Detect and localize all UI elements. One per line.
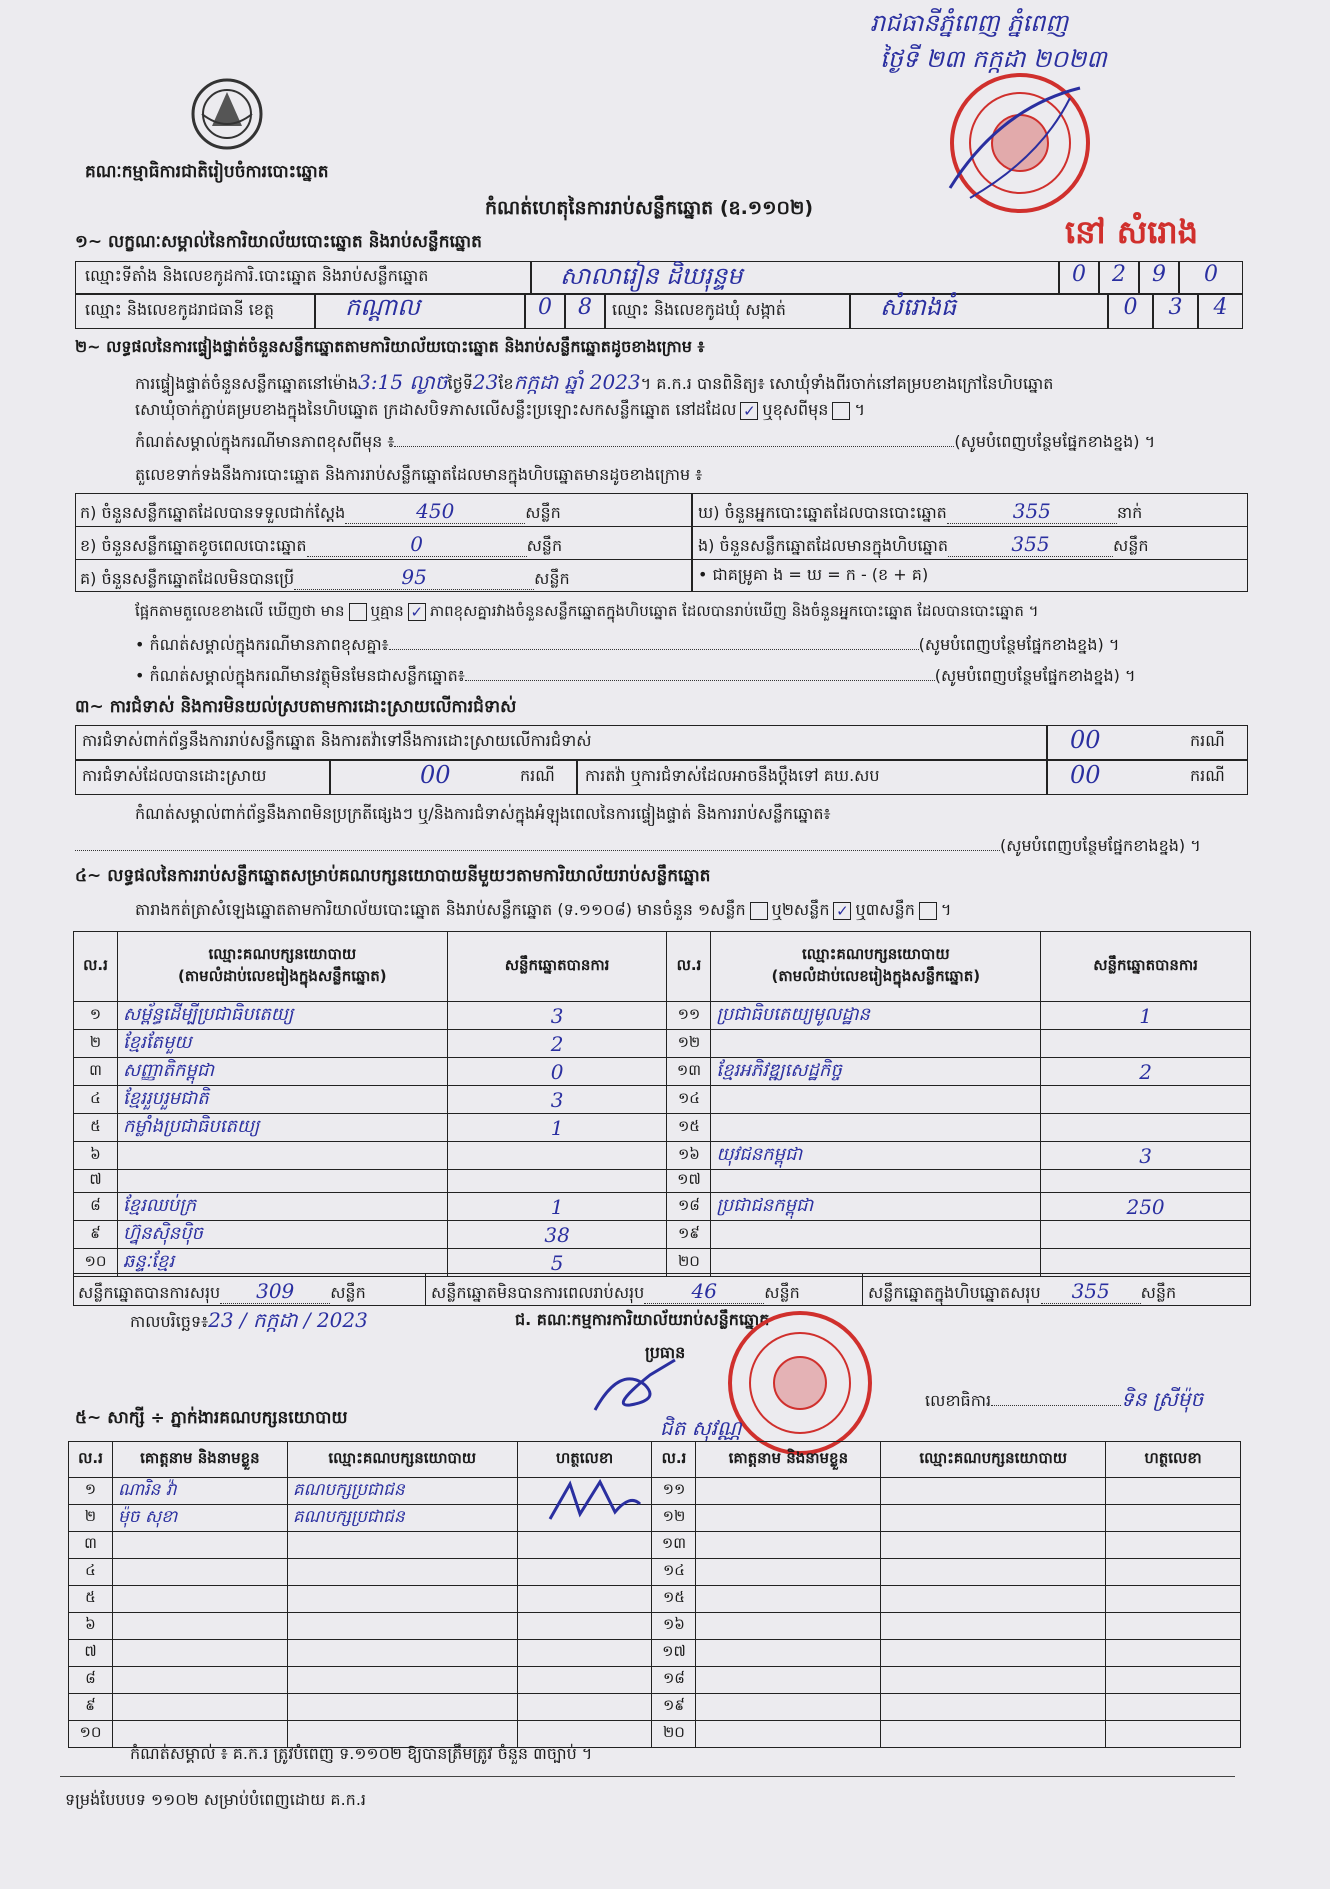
change-note-line: កំណត់សម្គាល់ក្នុងករណីមានភាពខុសពីមុន ៖ (សូមបំពេញបន្ថែមផ្នែកខាងខ្នង) ។: [135, 432, 1156, 451]
date-line: កាលបរិច្ឆេទ៖23 / កក្កដា / 2023: [130, 1308, 368, 1332]
verification-paragraph: ការផ្ទៀងផ្ទាត់ចំនួនសន្លឹកឆ្នោតនៅម៉ោង3:15 ល្ងាចថ្ងៃទី23ខែកក្កដា ឆ្នាំ 2023។ គ.ក.រ បានពិនិត្យ៖ សោឃុំទាំងពីរចាក់នៅគម្របខាងក្រៅនៃហិបឆ្នោត: [135, 370, 1054, 394]
election-committee-emblem: [182, 74, 272, 154]
province-code-digit: 0: [525, 294, 565, 329]
foreign-object-note-line: • កំណត់សម្គាល់ក្នុងករណីមានវត្ថុមិនមែនជាសន្លឹកឆ្នោត៖ (សូមបំពេញបន្ថែមផ្នែកខាងខ្នង) ។: [135, 666, 1136, 685]
commune-label: ឈ្មោះ និងលេខកូដឃុំ សង្កាត់: [612, 300, 786, 319]
party-results-table: ល.រ ឈ្មោះគណបក្សនយោបាយ (តាមលំដាប់លេខរៀងក្នុងសន្លឹកឆ្នោត) សន្លឹកឆ្នោតបានការ ល.រ ឈ្មោះគណបក្សនយោបាយ (តាមលំដាប់លេខរៀងក្នុងសន្លឹកឆ្នោត) សន្លឹកឆ្នោតបានការ ១ សម្ព័ន្ធដើម្បីប្រជាធិបតេយ្យ 3 ១១ ប្រជាធិបតេយ្យមូលដ្ឋាន 1 ២ ខ្មែរតែមួយ 2 ១២ ៣ សញ្ញាតិកម្ពុជា 0 ១៣ ខ្មែរអភិវឌ្ឍសេដ្ឋកិច្ច 2 ៤ ខ្មែររួបរួមជាតិ 3 ១៤ ៥ កម្លាំងប្រជាធិបតេយ្យ 1 ១៥ ៦ ១៦ យុវជនកម្ពុជា 3 ៧ ១៧ ៨ ខ្មែរឈប់ក្រ 1 ១៨ ប្រជាជនកម្ពុជា 250 ៩ ហ្វ៊ុនស៊ិនប៉ិច 38 ១៩ ១០ ឆន្ទៈខ្មែរ 5 ២០: [73, 931, 1251, 1277]
count-row-unused: គ) ចំនួនសន្លឹកឆ្នោតដែលមិនបានប្រើ 95 សន្លឹក: [80, 565, 570, 589]
counts-intro: តួលេខទាក់ទងនឹងការបោះឆ្នោត និងការរាប់សន្លឹកឆ្នោតដែលមានក្នុងហិបឆ្នោតមានដូចខាងក្រោម ៖: [135, 465, 703, 484]
discrepancy-paragraph: ផ្អែកតាមតួលេខខាងលើ ឃើញថា មាន ឬគ្មាន ✓ ភាពខុសគ្នារវាងចំនួនសន្លឹកឆ្នោតក្នុងហិបឆ្នោត ដែលបានរាប់ឃើញ និងចំនួនអ្នកបោះឆ្នោត ដែលបានបោះឆ្នោត ។: [135, 602, 1039, 621]
witness-row: ៩ ១៩: [69, 1694, 1241, 1721]
count-row-in-box: ង) ចំនួនសន្លឹកឆ្នោតដែលមានក្នុងហិបឆ្នោត 355 សន្លឹក: [698, 532, 1149, 556]
witness-row: ១ ណារិន វ៉ា គណបក្សប្រជាជន ១១: [69, 1478, 1241, 1505]
total-in-box: សន្លឹកឆ្នោតក្នុងហិបឆ្នោតសរុប 355 សន្លឹក: [868, 1279, 1177, 1303]
commune-code-digit: 3: [1153, 294, 1198, 329]
chair-label: ប្រធាន: [645, 1343, 686, 1362]
section1-heading: ១~ លក្ខណៈសម្គាល់នៃការិយាល័យបោះឆ្នោត និងរាប់សន្លឹកឆ្នោត: [75, 232, 482, 252]
province-label: ឈ្មោះ និងលេខកូដរាជធានី ខេត្ត: [85, 300, 275, 319]
witness-row: ៥ ១៥: [69, 1586, 1241, 1613]
total-valid: សន្លឹកឆ្នោតបានការសរុប 309 សន្លឹក: [78, 1279, 366, 1303]
appeal-count: 00: [1070, 761, 1101, 789]
witness-row: ១០ ២០: [69, 1721, 1241, 1748]
objections-count: 00: [1070, 726, 1101, 754]
top-annotation-line2: ថ្ងៃទី ២៣ កក្កដា ២០២៣: [880, 45, 1107, 73]
changed-checkbox[interactable]: [832, 402, 850, 420]
seal-paragraph: សោឃុំចាក់ភ្ជាប់គម្របខាងក្នុងនៃហិបឆ្នោត ក្រដាសបិទភាសលើសន្លឹះប្រឡោះសកសន្លឹកឆ្នោត នៅដដែល ✓ ឬខុសពីមុន ។: [135, 400, 865, 420]
section2-heading: ២~ លទ្ធផលនៃការផ្ទៀងផ្ទាត់ចំនួនសន្លឹកឆ្នោតតាមការិយាល័យបោះឆ្នោត និងរាប់សន្លឹកឆ្នោតដូចខាងក្រោម ៖: [75, 337, 705, 356]
objections-label: ការជំទាស់ពាក់ព័ន្ធនឹងការរាប់សន្លឹកឆ្នោត និងការតវ៉ាទៅនឹងការដោះស្រាយលើការជំទាស់: [82, 731, 592, 750]
party-row: ៩ ហ្វ៊ុនស៊ិនប៉ិច 38 ១៩: [74, 1221, 1251, 1249]
witness-row: ៤ ១៤: [69, 1559, 1241, 1586]
witness-row: ២ ម៉ុច សុខា គណបក្សប្រជាជន ១២: [69, 1505, 1241, 1532]
commune-code-digit: 4: [1198, 294, 1243, 329]
station-code-digit: 0: [1179, 261, 1243, 294]
party-row: ៧ ១៧: [74, 1170, 1251, 1193]
party-row: ២ ខ្មែរតែមួយ 2 ១២: [74, 1030, 1251, 1058]
province-code-digit: 8: [565, 294, 605, 329]
witness-footnote: កំណត់សម្គាល់ ៖ គ.ក.រ ត្រូវបំពេញ ទ.១១០២ ឱ្យបានត្រឹមត្រូវ ចំនួន ៣ច្បាប់ ។: [130, 1744, 593, 1763]
objections-unit: ករណី: [1190, 731, 1225, 750]
one-sheet-checkbox[interactable]: [750, 902, 768, 920]
count-row-voters: ឃ) ចំនួនអ្នកបោះឆ្នោតដែលបានបោះឆ្នោត 355 នាក់: [698, 499, 1143, 523]
chair-name: ជិត សុវណ្ណ: [660, 1416, 742, 1440]
count-formula: • ជាគម្រូគា ង = ឃ = ក - (ខ + គ): [698, 565, 929, 584]
irregularity-note-line: (សូមបំពេញបន្ថែមផ្នែកខាងខ្នង) ។: [75, 836, 1201, 855]
station-code-digit: 9: [1139, 261, 1179, 294]
unchanged-checkbox[interactable]: ✓: [740, 402, 758, 420]
commune-code-digit: 0: [1108, 294, 1153, 329]
section5-heading: ៥~ សាក្សី ÷ ភ្នាក់ងារគណបក្សនយោបាយ: [75, 1408, 348, 1428]
top-annotation-line1: រាជធានីភ្នំពេញ ភ្នំពេញ: [870, 9, 1069, 37]
count-row-received: ក) ចំនួនសន្លឹកឆ្នោតដែលបានទទួលជាក់ស្តែង 450 សន្លឹក: [80, 499, 561, 523]
sheet-count-line: តារាងកត់ត្រាសំឡេងឆ្នោតតាមការិយាល័យបោះឆ្នោត និងរាប់សន្លឹកឆ្នោត (ទ.១១០៨) មានចំនួន ១សន្លឹក ឬ២សន្លឹក ✓ ឬ៣សន្លឹក ។: [135, 900, 952, 920]
party-row: ៨ ខ្មែរឈប់ក្រ 1 ១៨ ប្រជាជនកម្ពុជា 250: [74, 1193, 1251, 1221]
count-row-spoiled: ខ) ចំនួនសន្លឹកឆ្នោតខូចពេលបោះឆ្នោត 0 សន្លឹក: [80, 532, 563, 556]
committee-name: គណៈកម្មាធិការជាតិរៀបចំការបោះឆ្នោត: [85, 162, 329, 182]
three-sheets-checkbox[interactable]: [919, 902, 937, 920]
witness-row: ៨ ១៨: [69, 1667, 1241, 1694]
appeal-label: ការតវ៉ា ឬការជំទាស់ដែលអាចនឹងប្តឹងទៅ គឃ.សប: [585, 766, 880, 785]
party-row: ៤ ខ្មែររួបរួមជាតិ 3 ១៤: [74, 1086, 1251, 1114]
party-row: ១ សម្ព័ន្ធដើម្បីប្រជាធិបតេយ្យ 3 ១១ ប្រជាធិបតេយ្យមូលដ្ឋាន 1: [74, 1002, 1251, 1030]
witness-table: ល.រ គោត្តនាម និងនាមខ្លួន ឈ្មោះគណបក្សនយោបាយ ហត្ថលេខា ល.រ គោត្តនាម និងនាមខ្លួន ឈ្មោះគណបក្សនយោបាយ ហត្ថលេខា ១ ណារិន វ៉ា គណបក្សប្រជាជន ១១ ២ ម៉ុច សុខា គណបក្សប្រជាជន ១២ ៣ ១៣ ៤ ១៤ ៥ ១៥ ៦ ១៦ ៧ ១៧ ៨ ១៨ ៩ ១៩ ១០ ២០: [68, 1441, 1241, 1748]
discrepancy-no-checkbox[interactable]: ✓: [408, 603, 426, 621]
resolved-unit: ករណី: [520, 766, 555, 785]
stamp-caption: នៅ សំរោង: [1065, 213, 1199, 251]
station-code-digit: 2: [1099, 261, 1139, 294]
province-name: កណ្តាល: [345, 293, 420, 321]
total-invalid: សន្លឹកឆ្នោតមិនបានការពេលរាប់សរុប 46 សន្លឹក: [431, 1279, 800, 1303]
witness-row: ៦ ១៦: [69, 1613, 1241, 1640]
irregularity-note: កំណត់សម្គាល់ពាក់ព័ន្ធនឹងភាពមិនប្រក្រតីផ្សេងៗ ឬ/និងការជំទាស់ក្នុងអំឡុងពេលនៃការផ្ទៀងផ្ទាត់ និងការរាប់សន្លឹកឆ្នោត៖: [135, 804, 831, 823]
party-row: ៦ ១៦ យុវជនកម្ពុជា 3: [74, 1142, 1251, 1170]
polling-station-label: ឈ្មោះទីតាំង និងលេខកូដការិ.បោះឆ្នោត និងរាប់សន្លឹកឆ្នោត: [85, 266, 429, 285]
commune-name: សំរោងធំ: [880, 293, 957, 321]
section3-heading: ៣~ ការជំទាស់ និងការមិនយល់ស្របតាមការដោះស្រាយលើការជំទាស់: [75, 697, 517, 717]
polling-station-name: សាលារៀន ដិឃរុន្ទម: [560, 262, 743, 290]
discrepancy-yes-checkbox[interactable]: [349, 603, 367, 621]
witness-row: ៧ ១៧: [69, 1640, 1241, 1667]
appeal-unit: ករណី: [1190, 766, 1225, 785]
party-row: ៥ កម្លាំងប្រជាធិបតេយ្យ 1 ១៥: [74, 1114, 1251, 1142]
party-row: ១០ ឆន្ទៈខ្មែរ 5 ២០: [74, 1249, 1251, 1277]
station-code-digit: 0: [1059, 261, 1099, 294]
secretary-line: លេខាធិការ ទិន ស្រីម៉ុច: [925, 1387, 1204, 1411]
resolved-label: ការជំទាស់ដែលបានដោះស្រាយ: [82, 766, 267, 785]
two-sheets-checkbox[interactable]: ✓: [833, 902, 851, 920]
party-row: ៣ សញ្ញាតិកម្ពុជា 0 ១៣ ខ្មែរអភិវឌ្ឍសេដ្ឋកិច្ច 2: [74, 1058, 1251, 1086]
form-footer: ទម្រង់បែបបទ ១១០២ សម្រាប់បំពេញដោយ គ.ក.រ: [65, 1790, 366, 1809]
witness-row: ៣ ១៣: [69, 1532, 1241, 1559]
witness-signature: [545, 1474, 645, 1534]
official-stamp: [940, 68, 1100, 218]
committee-line: ជ. គណៈកម្មការការិយាល័យរាប់សន្លឹកឆ្នោត: [515, 1310, 770, 1329]
resolved-count: 00: [420, 761, 451, 789]
form-title: កំណត់ហេតុនៃការរាប់សន្លឹកឆ្នោត (ឧ.១១០២): [485, 197, 814, 219]
section4-heading: ៤~ លទ្ធផលនៃការរាប់សន្លឹកឆ្នោតសម្រាប់គណបក្សនយោបាយនីមួយៗតាមការិយាល័យរាប់សន្លឹកឆ្នោត: [75, 866, 711, 886]
discrepancy-note-line: • កំណត់សម្គាល់ក្នុងករណីមានភាពខុសគ្នា៖ (សូមបំពេញបន្ថែមផ្នែកខាងខ្នង) ។: [135, 635, 1120, 654]
